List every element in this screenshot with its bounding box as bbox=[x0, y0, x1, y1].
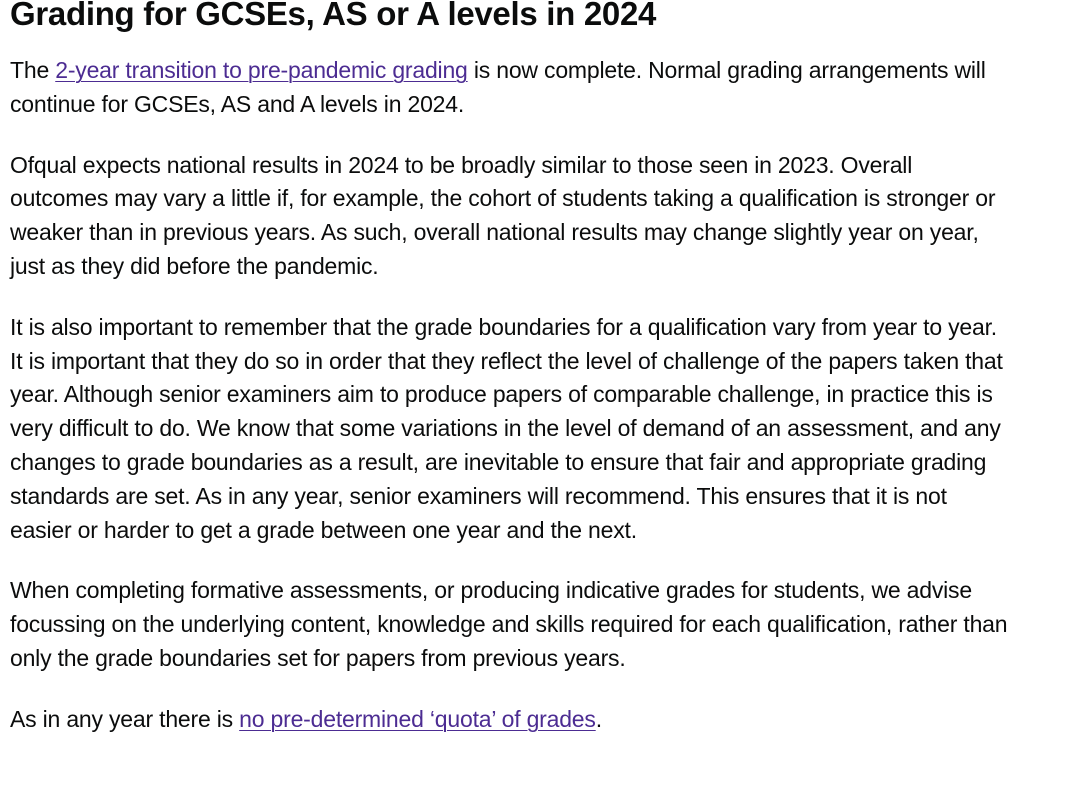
paragraph-formative-assessments: When completing formative assessments, or producing indicative grades for students, we advise focussing on the underlying content, knowledge and skills required for each qualification, rather than only the grade boundaries set for papers from previous years. bbox=[10, 577, 1008, 671]
paragraph-text: As in any year there is bbox=[10, 705, 240, 732]
paragraph-transition bbox=[10, 54, 1010, 122]
article-content bbox=[10, 0, 1010, 737]
paragraph-text: The bbox=[10, 57, 56, 83]
paragraph-national-results: Ofqual expects national results in 2024 to be broadly similar to those seen in 2023. Overall outcomes may vary a little if, for example, the cohort of students taking a qualification is stronger or weaker than in previous years. As such, overall national results may change slightly year on year, just as they did before the pandemic. bbox=[10, 151, 996, 279]
section-heading: Grading for GCSEs, AS or A levels in 2024 bbox=[10, 0, 657, 32]
transition-grading-link[interactable]: 2-year transition to pre-pandemic grading bbox=[55, 57, 468, 83]
quota-of-grades-link[interactable]: no pre-determined ‘quota’ of grades bbox=[239, 705, 596, 732]
paragraph-grade-boundaries: It is also important to remember that the grade boundaries for a qualification vary from year to year. It is important that they do so in order that they reflect the level of challenge of the papers taken that year. Although senior examiners aim to produce papers of comparable challenge, in practice this is very difficult to do. We know that some variations in the level of demand of an assessment, and any changes to grade boundaries as a result, are inevitable to ensure that fair and appropriate grading standards are set. As in any year, senior examiners will recommend. This ensures that it is not easier or harder to get a grade between one year and the next. bbox=[10, 313, 1003, 543]
paragraph-quota bbox=[10, 703, 1010, 737]
paragraph-text: . bbox=[595, 705, 602, 732]
paragraph-text: is now complete. Normal grading arrangements will continue for GCSEs, AS and A levels in 2024. bbox=[10, 57, 986, 117]
